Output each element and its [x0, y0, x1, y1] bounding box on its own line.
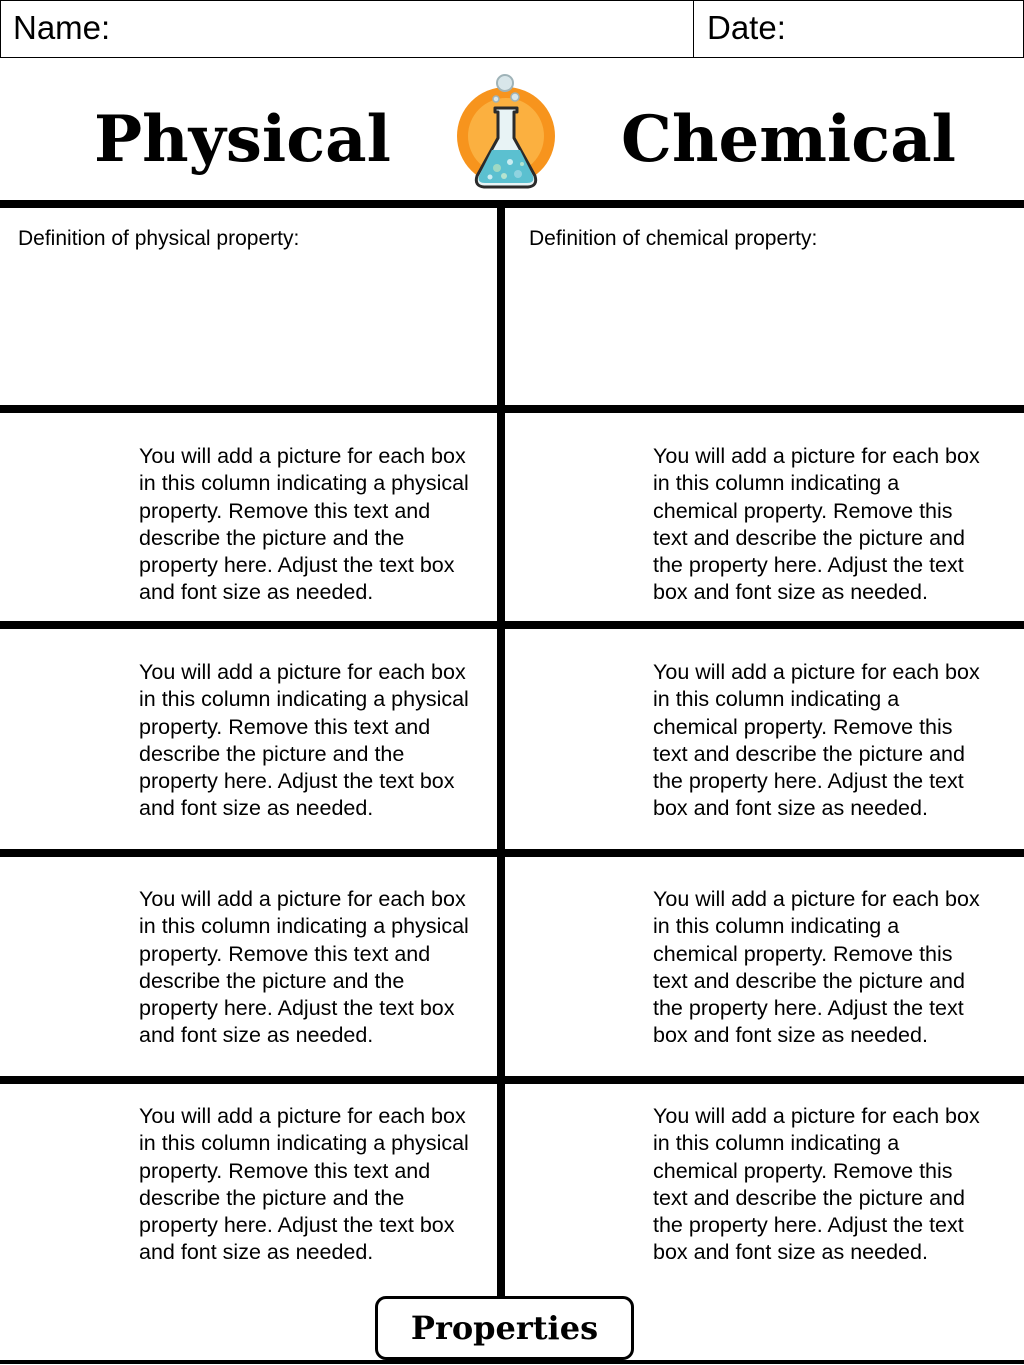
text-line: property here. Adjust the text box — [139, 553, 455, 578]
chemical-cell-text[interactable] — [653, 443, 1003, 607]
name-label: Name: — [13, 9, 111, 46]
text-line: and font size as needed. — [139, 796, 374, 821]
text-line: You will add a picture for each box — [139, 444, 466, 468]
text-line: the property here. Adjust the text — [653, 996, 964, 1021]
text-line: text and describe the picture and — [653, 968, 965, 993]
text-line: the property here. Adjust the text — [653, 769, 964, 794]
text-line: in this column indicating a — [653, 687, 900, 712]
text-line: describe the picture and the — [139, 968, 405, 993]
chemical-cell-text[interactable] — [653, 659, 1003, 823]
divider-row-1 — [0, 405, 1024, 413]
text-line: You will add a picture for each box — [653, 444, 980, 468]
name-field[interactable] — [1, 1, 694, 57]
definition-chemical-label: Definition of chemical property: — [529, 227, 818, 250]
text-line: describe the picture and the — [139, 741, 405, 766]
text-line: box and font size as needed. — [653, 796, 928, 821]
text-line: property. Remove this text and — [139, 941, 431, 966]
properties-label-box — [375, 1296, 634, 1360]
text-line: and font size as needed. — [139, 1240, 374, 1265]
text-line: You will add a picture for each box — [653, 1104, 980, 1128]
text-line: text and describe the picture and — [653, 525, 965, 550]
text-line: chemical property. Remove this — [653, 941, 953, 966]
text-line: describe the picture and the — [139, 1185, 405, 1210]
divider-bottom — [0, 1360, 1024, 1364]
divider-row-4 — [0, 1076, 1024, 1084]
text-line: in this column indicating a physical — [139, 1131, 469, 1156]
text-line: and font size as needed. — [139, 580, 374, 605]
text-line: You will add a picture for each box — [653, 660, 980, 684]
text-line: in this column indicating a — [653, 914, 900, 939]
physical-cell-text[interactable] — [139, 443, 491, 607]
physical-cell-text[interactable] — [139, 1103, 491, 1267]
text-line: in this column indicating a physical — [139, 687, 469, 712]
text-line: in this column indicating a physical — [139, 914, 469, 939]
text-line: property. Remove this text and — [139, 1158, 431, 1183]
text-line: box and font size as needed. — [653, 580, 928, 605]
text-line: in this column indicating a physical — [139, 471, 469, 496]
date-field[interactable] — [694, 1, 1023, 57]
physical-cell-text[interactable] — [139, 659, 491, 823]
text-line: You will add a picture for each box — [139, 1104, 466, 1128]
chemical-cell-text[interactable] — [653, 886, 1003, 1050]
divider-row-3 — [0, 849, 1024, 857]
divider-top — [0, 200, 1024, 208]
text-line: chemical property. Remove this — [653, 498, 953, 523]
text-line: in this column indicating a — [653, 1131, 900, 1156]
text-line: text and describe the picture and — [653, 741, 965, 766]
text-line: the property here. Adjust the text — [653, 1213, 964, 1238]
text-line: property here. Adjust the text box — [139, 769, 455, 794]
text-line: box and font size as needed. — [653, 1240, 928, 1265]
text-line: chemical property. Remove this — [653, 714, 953, 739]
text-line: You will add a picture for each box — [139, 660, 466, 684]
text-line: property. Remove this text and — [139, 498, 431, 523]
text-line: the property here. Adjust the text — [653, 553, 964, 578]
flask-icon — [452, 72, 560, 196]
definition-physical-label: Definition of physical property: — [18, 227, 300, 250]
center-divider — [497, 202, 505, 1298]
text-line: You will add a picture for each box — [139, 887, 466, 911]
text-line: box and font size as needed. — [653, 1023, 928, 1048]
divider-row-2 — [0, 621, 1024, 629]
chemical-cell-text[interactable] — [653, 1103, 1003, 1267]
text-line: text and describe the picture and — [653, 1185, 965, 1210]
text-line: property here. Adjust the text box — [139, 996, 455, 1021]
date-label: Date: — [707, 9, 786, 46]
text-line: property. Remove this text and — [139, 714, 431, 739]
header-row — [0, 0, 1024, 58]
text-line: property here. Adjust the text box — [139, 1213, 455, 1238]
text-line: chemical property. Remove this — [653, 1158, 953, 1183]
physical-cell-text[interactable] — [139, 886, 491, 1050]
title-chemical: Chemical — [621, 102, 956, 177]
text-line: describe the picture and the — [139, 525, 405, 550]
text-line: and font size as needed. — [139, 1023, 374, 1048]
text-line: in this column indicating a — [653, 471, 900, 496]
title-physical: Physical — [94, 102, 391, 177]
properties-label: Properties — [410, 1309, 599, 1347]
text-line: You will add a picture for each box — [653, 887, 980, 911]
